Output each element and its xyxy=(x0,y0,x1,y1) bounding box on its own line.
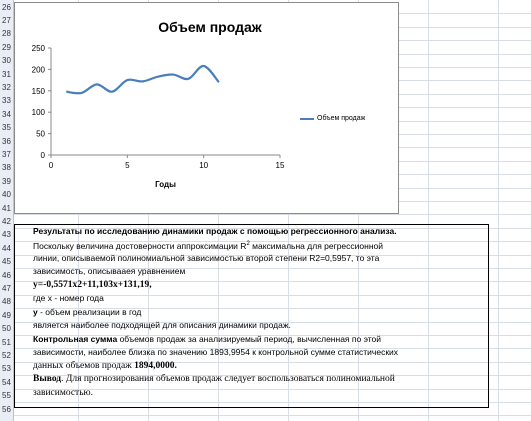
text-line-10: данных объемов продаж 1894,0000. xyxy=(33,361,177,371)
row-number[interactable]: 45 xyxy=(2,257,11,267)
row-header-column xyxy=(0,0,14,421)
row-number[interactable]: 55 xyxy=(2,391,11,401)
y-tick-label: 150 xyxy=(31,86,45,96)
row-number[interactable]: 40 xyxy=(2,190,11,200)
row-number[interactable]: 49 xyxy=(2,310,11,320)
x-tick-label: 15 xyxy=(275,161,285,170)
row-number[interactable]: 34 xyxy=(2,109,11,119)
chart-legend xyxy=(300,115,365,122)
row-number[interactable]: 43 xyxy=(2,230,11,240)
row-number[interactable]: 42 xyxy=(2,216,11,226)
row-number[interactable]: 54 xyxy=(2,377,11,387)
text-line-3: зависимость, описывааея уравнением xyxy=(33,266,186,276)
chart-area[interactable] xyxy=(14,2,399,214)
row-number[interactable]: 56 xyxy=(2,404,11,414)
row-number[interactable]: 30 xyxy=(2,56,11,66)
y-tick-label: 50 xyxy=(36,129,45,139)
x-tick-label: 0 xyxy=(48,161,54,170)
text-line-7: является наиболее подходящей для описания динамики продаж. xyxy=(33,320,291,330)
x-tick-label: 5 xyxy=(125,161,130,170)
text-line-6: y - объем реализации в год xyxy=(33,307,142,317)
y-tick-label: 0 xyxy=(40,151,45,160)
results-text-block[interactable] xyxy=(14,224,489,408)
y-tick-label: 100 xyxy=(31,108,45,118)
row-number[interactable]: 50 xyxy=(2,324,11,334)
y-tick-label: 250 xyxy=(31,44,45,53)
row-number[interactable]: 39 xyxy=(2,176,11,186)
legend-label: Объем продаж xyxy=(317,115,366,122)
text-line-2: линии, описываемой полиномиальной зависимостью второй степени R2=0,5957, то эта xyxy=(33,253,380,263)
series-line xyxy=(66,66,219,93)
row-number[interactable]: 36 xyxy=(2,136,11,146)
row-number[interactable]: 33 xyxy=(2,96,11,106)
regression-equation: y=-0,5571x2+11,103x+131,19, xyxy=(33,280,152,290)
chart-title: Объем продаж xyxy=(158,19,262,35)
results-heading: Результаты по исследованию динамики продаж с помощью регрессионного анализа. xyxy=(33,226,397,236)
row-number[interactable]: 38 xyxy=(2,163,11,173)
row-number[interactable]: 53 xyxy=(2,364,11,374)
row-number[interactable]: 44 xyxy=(2,243,11,253)
row-number[interactable]: 35 xyxy=(2,123,11,133)
row-number[interactable]: 26 xyxy=(2,2,11,12)
row-number[interactable]: 31 xyxy=(2,69,11,79)
row-number[interactable]: 41 xyxy=(2,203,11,213)
row-number[interactable]: 48 xyxy=(2,297,11,307)
row-number[interactable]: 29 xyxy=(2,42,11,52)
row-number[interactable]: 37 xyxy=(2,149,11,159)
text-line-1: Поскольку величина достоверности аппроксимации $R^2$ максимальна для регрессионной xyxy=(33,240,384,251)
row-number[interactable]: 52 xyxy=(2,350,11,360)
row-number[interactable]: 28 xyxy=(2,29,11,39)
legend-swatch xyxy=(300,118,314,120)
y-tick-label: 200 xyxy=(31,65,45,75)
conclusion-line-2: зависимостью. xyxy=(33,388,94,398)
text-line-8: Контрольная сумма объемов продаж за анализируемый период, вычисленная по этой xyxy=(33,334,381,344)
row-number[interactable]: 27 xyxy=(2,15,11,25)
row-number[interactable]: 51 xyxy=(2,337,11,347)
row-number[interactable]: 47 xyxy=(2,283,11,293)
x-tick-label: 10 xyxy=(199,161,209,170)
row-gridline xyxy=(14,415,531,416)
row-number[interactable]: 32 xyxy=(2,82,11,92)
column-gridline xyxy=(498,0,499,421)
chart-plot xyxy=(15,3,400,215)
text-line-9: зависимости, наиболее близка по значению 1893,9954 к контрольной сумме статистических xyxy=(33,347,399,357)
conclusion-line: Вывод. Для прогнозирования объемов продаж следует воспользоваться полиномиальной xyxy=(33,374,395,384)
row-number[interactable]: 46 xyxy=(2,270,11,280)
text-line-5: где x - номер года xyxy=(33,293,104,303)
x-axis-label: Годы xyxy=(155,180,176,189)
